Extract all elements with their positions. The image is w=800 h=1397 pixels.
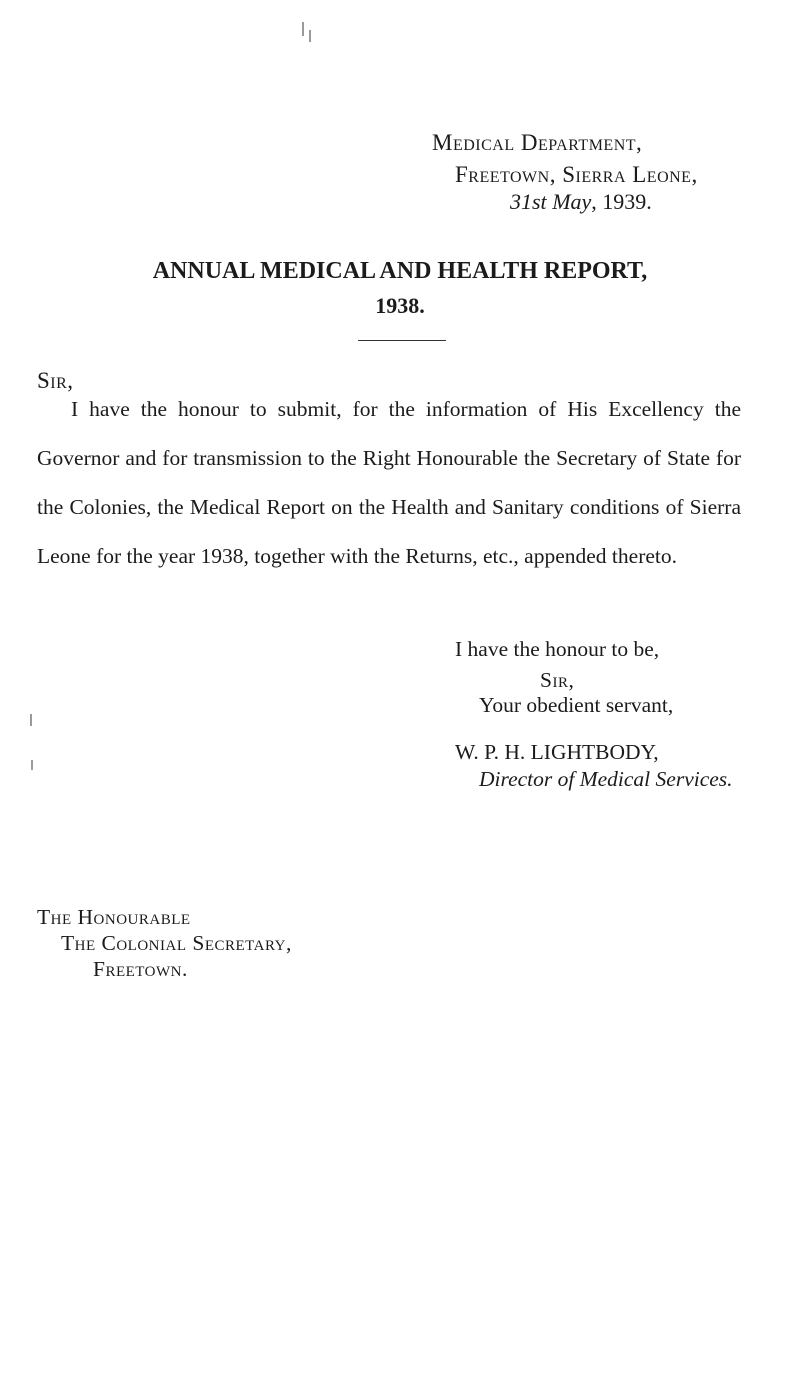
- letterhead-location: Freetown, Sierra Leone,: [455, 162, 698, 187]
- report-year: 1938.: [375, 293, 425, 318]
- signatory-title: Director of Medical Services.: [479, 767, 733, 791]
- closing-line-1: I have the honour to be,: [455, 637, 660, 661]
- scan-mark: [31, 760, 33, 770]
- closing-line-3: Your obedient servant,: [479, 693, 674, 717]
- letterhead-date: [510, 189, 652, 215]
- addressee-line-1: The Honourable: [37, 905, 191, 929]
- title-divider: [358, 340, 446, 341]
- scan-mark: [30, 714, 32, 726]
- closing-line-2: Sir,: [540, 668, 575, 692]
- date-day: 31st: [510, 189, 547, 214]
- date-rest: , 1939.: [591, 189, 652, 214]
- addressee-line-2: The Colonial Secretary,: [61, 931, 292, 955]
- letter-body: I have the honour to submit, for the information of His Excellency the Governor and for transmission to the Right Honourable the Secretary of State for the Colonies, the Medical Report on the Health and Sanitary conditions of Sierra Leone for the year 1938, together with the Returns, etc., appended thereto.: [37, 397, 741, 568]
- report-title: ANNUAL MEDICAL AND HEALTH REPORT,: [152, 258, 648, 284]
- scan-mark: [302, 22, 304, 36]
- signatory-name: W. P. H. LIGHTBODY,: [455, 740, 659, 764]
- addressee-line-3: Freetown.: [93, 957, 188, 981]
- scan-mark: [309, 30, 311, 42]
- letterhead-department: Medical Department,: [432, 130, 643, 155]
- date-month: May: [552, 189, 592, 214]
- salutation: Sir,: [37, 368, 74, 393]
